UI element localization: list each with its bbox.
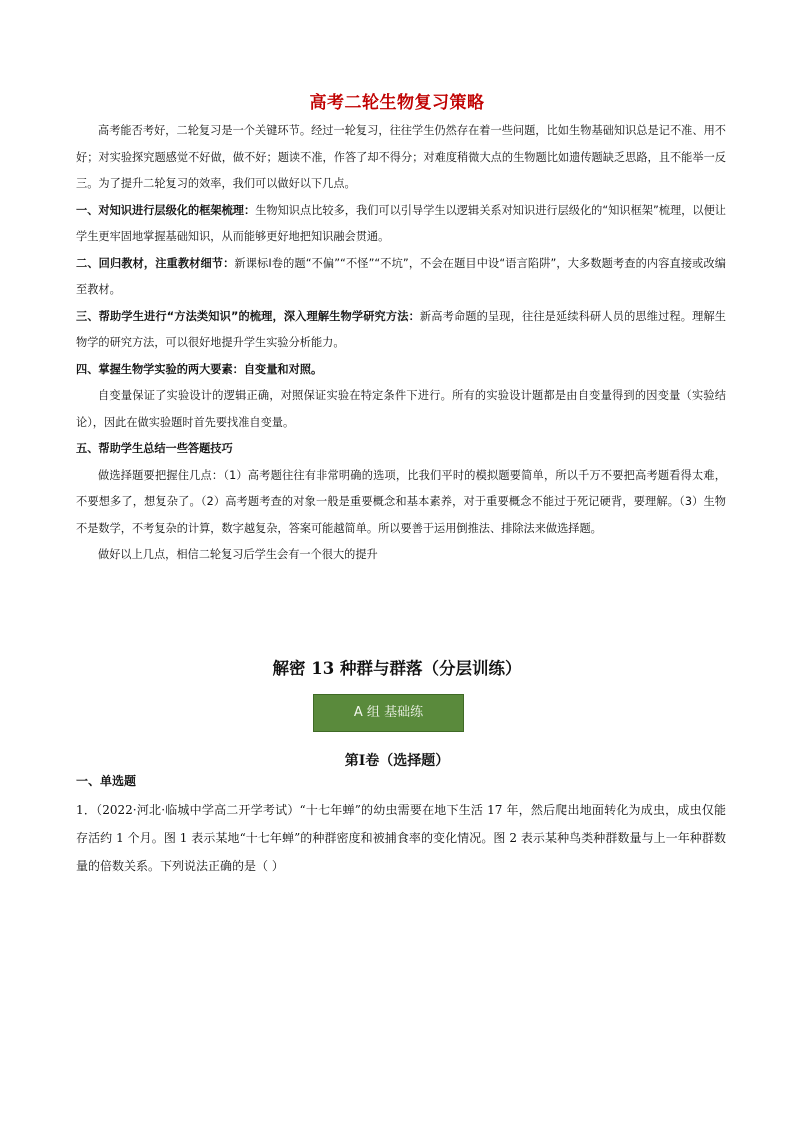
point-5-body: 做选择题要把握住几点：（1）高考题往往有非常明确的选项，比我们平时的模拟题要简单，所以千万不要把高考题看得太难，不要想多了，想复杂了。（2）高考题考查的对象一般是重要概念和基本素养，对于重要概念不能过于死记硬背，要理解。（3）生物不是数学，不考复杂的计算，数字越复杂，答案可能越简单。所以要善于运用倒推法、排除法来做选择题。 [76, 468, 726, 535]
closing-paragraph: 做好以上几点，相信二轮复习后学生会有一个很大的提升 [98, 548, 378, 561]
point-3-heading: 三、帮助学生进行“方法类知识”的梳理，深入理解生物学研究方法： [76, 309, 420, 323]
group-a-button[interactable]: A 组 基础练 [313, 694, 464, 732]
point-4 [76, 357, 726, 384]
point-2-heading: 二、回归教材，注重教材细节： [76, 256, 235, 270]
question-1: 1．（2022·河北·临城中学高二开学考试）“十七年蝉”的幼虫需要在地下生活 17 年，然后爬出地面转化为成虫，成虫仅能存活约 1 个月。图 1 表示某地“十七年蝉”的种群密度和被捕食率的变化情况。图 2 表示某种鸟类种群数量与上一年种群数量的倍数关系。下列说法正确的是（ ） [76, 803, 726, 873]
point-1 [76, 198, 726, 251]
strategy-body [76, 118, 726, 569]
point-2 [76, 251, 726, 304]
point-1-heading: 一、对知识进行层级化的框架梳理： [76, 203, 256, 217]
volume-title: 第Ⅰ卷（选择题） [344, 753, 450, 769]
point-1-body: 生物知识点比较多，我们可以引导学生以逻辑关系对知识进行层级化的“知识框架”梳理，以便让学生更牢固地掌握基础知识，从而能够更好地把知识融会贯通。 [76, 203, 726, 243]
document-title: 高考二轮生物复习策略 [309, 93, 485, 113]
point-2-body: 新课标Ⅰ卷的题“不偏”“不怪”“不坑”，不会在题目中设“语言陷阱”，大多数题考查的内容直接或改编至教材。 [76, 256, 726, 296]
question-type-heading: 一、单选题 [76, 774, 137, 788]
section-title: 解密 13 种群与群落（分层训练） [272, 659, 522, 678]
point-4-heading: 四、掌握生物学实验的两大要素：自变量和对照。 [76, 362, 323, 376]
point-3 [76, 304, 726, 357]
intro-paragraph: 高考能否考好，二轮复习是一个关键环节。经过一轮复习，往往学生仍然存在着一些问题，比如生物基础知识总是记不准、用不好；对实验探究题感觉不好做，做不好；题读不准，作答了却不得分；对难度稍微大点的生物题比如遗传题缺乏思路，且不能举一反三。为了提升二轮复习的效率，我们可以做好以下几点。 [76, 124, 726, 190]
point-3-body: 新高考命题的呈现，往往是延续科研人员的思维过程。理解生物学的研究方法，可以很好地提升学生实验分析能力。 [76, 309, 726, 349]
point-4-body: 自变量保证了实验设计的逻辑正确，对照保证实验在特定条件下进行。所有的实验设计题都是由自变量得到的因变量（实验结论），因此在做实验题时首先要找准自变量。 [76, 389, 726, 429]
point-5-heading: 五、帮助学生总结一些答题技巧 [76, 442, 233, 455]
